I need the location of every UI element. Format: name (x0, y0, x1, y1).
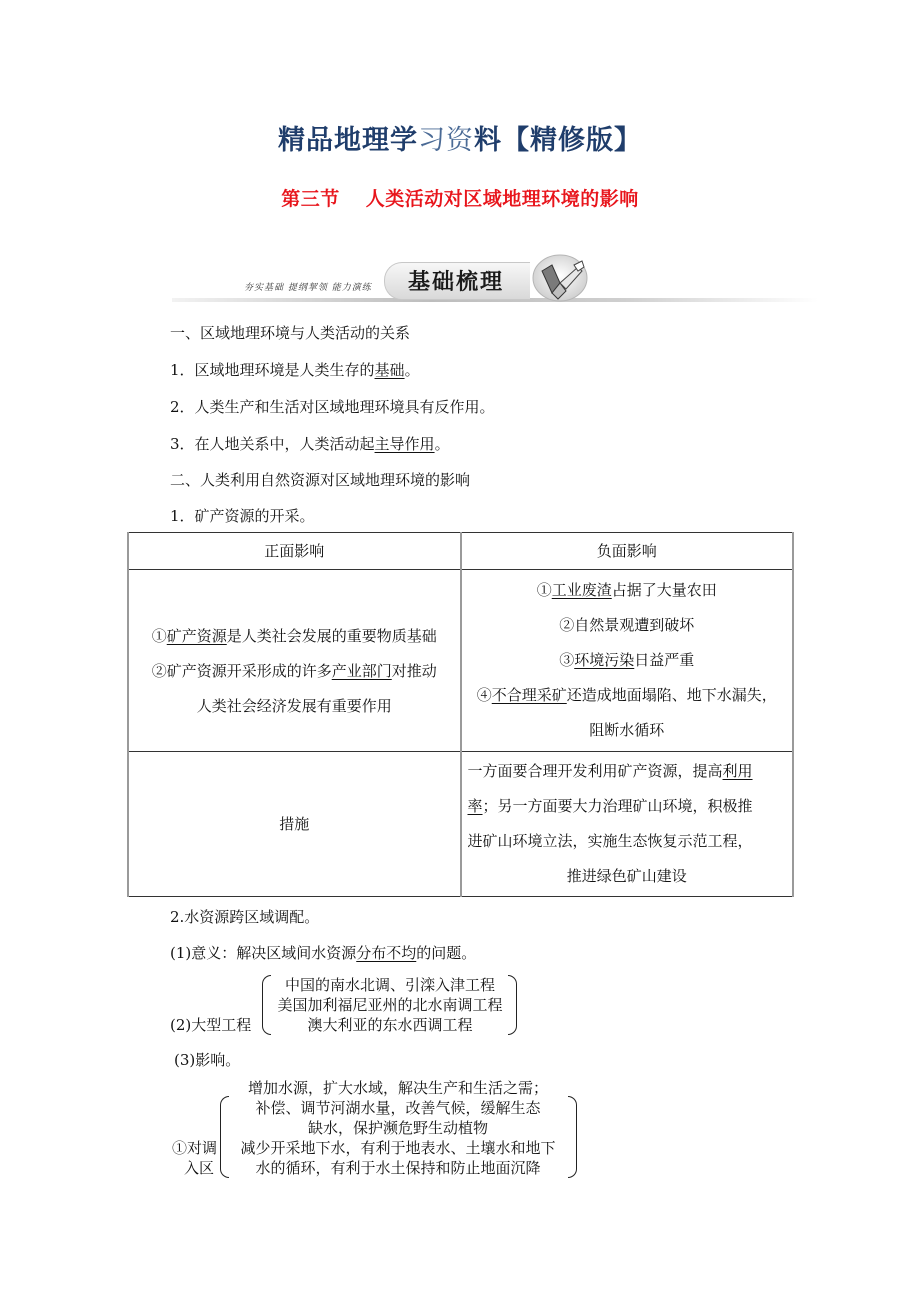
measures-cell (461, 752, 794, 897)
negative-line: ③环境污染日益严重 (559, 651, 695, 669)
banner-tagline: 夯实基础 提纲挈领 能力演练 (244, 283, 372, 293)
answer-blank: 分布不均 (356, 944, 417, 962)
project-item: 美国加利福尼亚州的北水南调工程 (277, 996, 503, 1014)
impact-heading: (3)影响。 (174, 1051, 241, 1069)
measures-label-cell: 措施 (128, 752, 461, 897)
title-part-b: 料【精修版】 (474, 125, 642, 156)
water-subheading: 2.水资源跨区域调配。 (170, 908, 320, 926)
right-brace (508, 975, 517, 1035)
negative-line: ②自然景观遭到破坏 (559, 616, 695, 634)
receiving-area-label-1: ①对调 (172, 1139, 218, 1157)
water-meaning (170, 943, 476, 963)
part1-item-3 (170, 434, 450, 454)
right-brace (568, 1096, 577, 1178)
header-negative: 负面影响 (461, 533, 794, 570)
impact-line: 减少开采地下水，有利于地表水、土壤水和地下 (240, 1139, 556, 1157)
project-item: 中国的南水北调、引滦入津工程 (284, 976, 495, 994)
positive-impacts-cell (128, 570, 461, 752)
section-title (0, 184, 920, 211)
meaning-suffix: 的问题。 (416, 944, 477, 962)
impact-line: 补偿、调节河湖水量，改善气候，缓解生态 (255, 1099, 541, 1117)
positive-line: 人类社会经济发展有重要作用 (196, 697, 392, 715)
meaning-text: (1)意义：解决区域间水资源 (170, 944, 357, 962)
basics-banner (172, 250, 818, 306)
item-text: 1．区域地理环境是人类生存的 (170, 361, 375, 379)
item-text: 2．人类生产和生活对区域地理环境具有反作用。 (170, 398, 495, 416)
table-row-impacts (128, 570, 793, 752)
projects-list (268, 975, 512, 1035)
answer-blank: 基础 (374, 361, 405, 379)
positive-line: ②矿产资源开采形成的许多产业部门对推动 (151, 662, 437, 680)
item-text: 3．在人地关系中，人类活动起 (170, 435, 375, 453)
mining-impact-table (127, 532, 794, 897)
section-number: 第三节 (281, 188, 340, 210)
book-quill-icon (530, 253, 592, 303)
negative-impacts-cell (461, 570, 794, 752)
title-part-a: 精品地理学 (278, 125, 418, 156)
measures-line: 一方面要合理开发利用矿产资源，提高利用 (467, 762, 753, 780)
projects-label: (2)大型工程 (170, 1016, 252, 1034)
document-title (0, 118, 920, 157)
mining-subheading: 1．矿产资源的开采。 (170, 507, 315, 525)
table-row-measures (128, 752, 793, 897)
receiving-area-impacts (226, 1078, 570, 1178)
impact-line: 水的循环，有利于水土保持和防止地面沉降 (255, 1159, 541, 1177)
receiving-area-label-2: 入区 (184, 1159, 215, 1177)
section-name: 人类活动对区域地理环境的影响 (365, 188, 639, 210)
impact-line: 增加水源，扩大水域，解决生产和生活之需； (247, 1079, 548, 1097)
positive-line: ①矿产资源是人类社会发展的重要物质基础 (151, 627, 437, 645)
project-item: 澳大利亚的东水西调工程 (307, 1016, 473, 1034)
answer-blank: 主导作用 (374, 435, 435, 453)
impact-line: 缺水，保护濒危野生动植物 (307, 1119, 488, 1137)
part2-heading: 二、人类利用自然资源对区域地理环境的影响 (170, 471, 471, 489)
part1-heading: 一、区域地理环境与人类活动的关系 (170, 324, 411, 342)
table-header-row (128, 533, 793, 570)
projects-brace-group (170, 973, 530, 1037)
part1-item-2 (170, 397, 495, 417)
item-suffix: 。 (404, 361, 420, 379)
measures-line: 率；另一方面要大力治理矿山环境，积极推 (467, 797, 753, 815)
measures-line: 进矿山环境立法，实施生态恢复示范工程， (467, 832, 753, 850)
measures-line: 推进绿色矿山建设 (566, 867, 687, 885)
header-positive: 正面影响 (128, 533, 461, 570)
negative-line: ④不合理采矿还造成地面塌陷、地下水漏失， (476, 686, 777, 704)
banner-label: 基础梳理 (408, 269, 505, 295)
negative-line: ①工业废渣占据了大量农田 (536, 581, 717, 599)
part1-item-1 (170, 360, 420, 380)
item-suffix: 。 (434, 435, 450, 453)
negative-line: 阻断水循环 (589, 721, 665, 739)
title-part-light: 习资 (418, 125, 474, 156)
receiving-area-brace-group (170, 1078, 590, 1178)
